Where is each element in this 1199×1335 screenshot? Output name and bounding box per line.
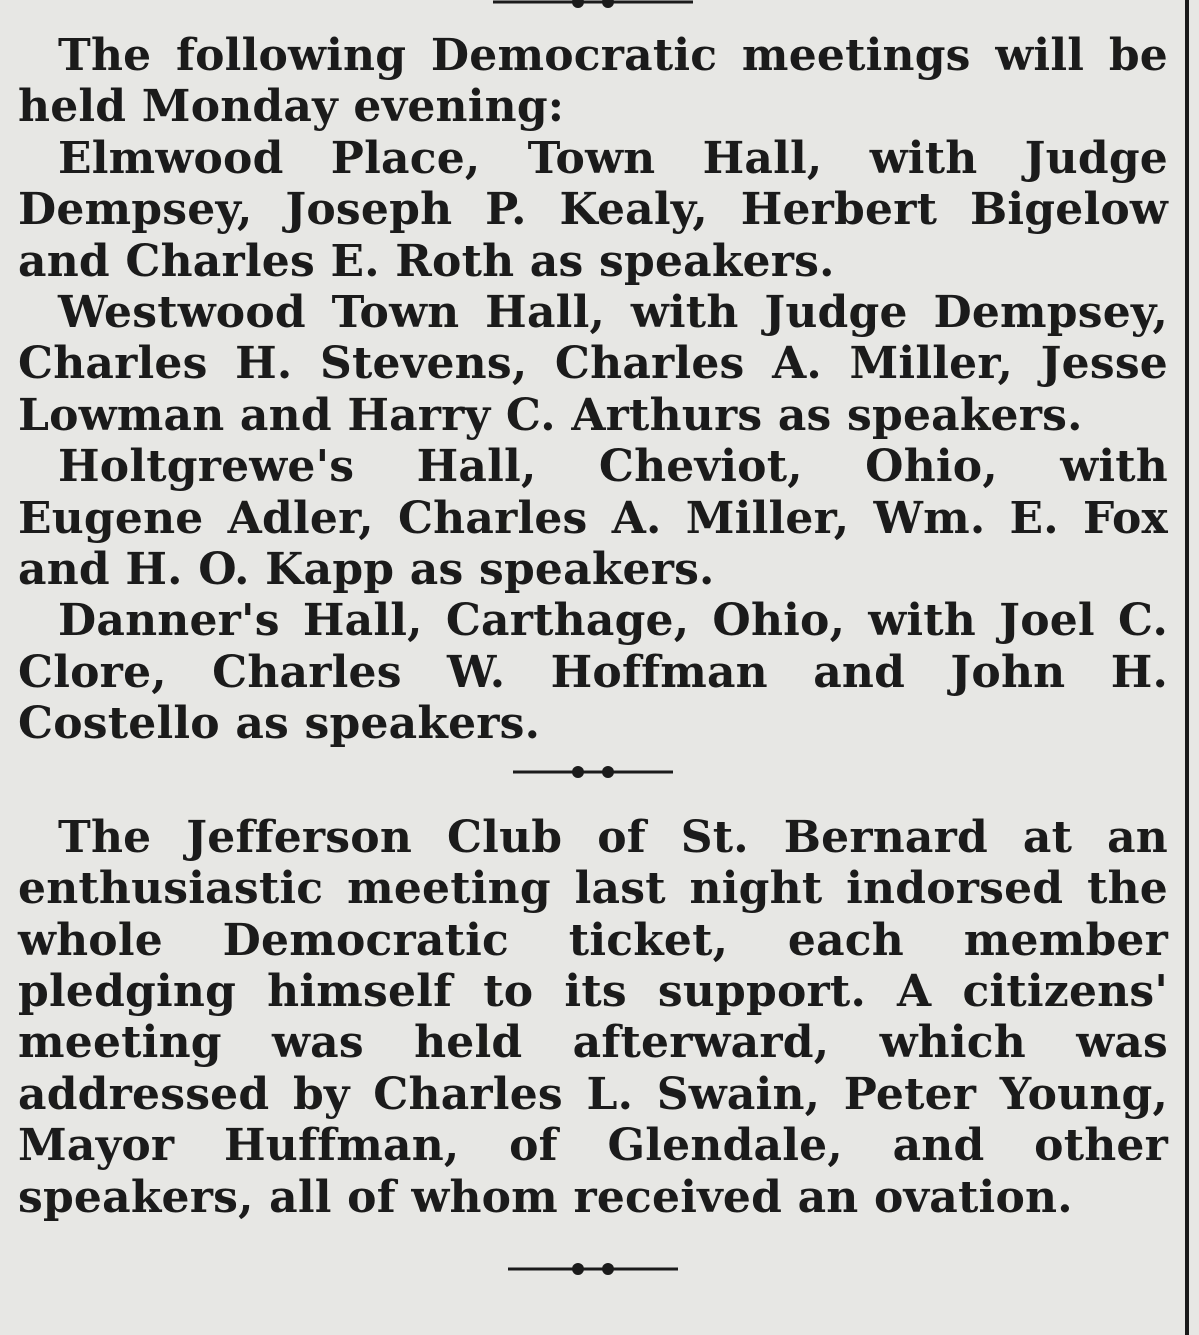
intro-paragraph: The following Democratic meetings will be held Monday evening:: [18, 30, 1168, 133]
article-column: [18, 0, 1168, 1283]
meeting-holtgrewe: Holtgrewe's Hall, Cheviot, Ohio, with Eugene Adler, Charles A. Miller, Wm. E. Fox and H. O. Kapp as speakers.: [18, 441, 1168, 596]
jefferson-club-paragraph: The Jefferson Club of St. Bernard at an enthusiastic meeting last night indorsed the whole Democratic ticket, each member pledging himself to its support. A citizens' meeting was held afterward, which was addressed by Charles L. Swain, Peter Young, Mayor Huffman, of Glendale, and other speakers, all of whom received an ovation.: [18, 811, 1168, 1223]
meeting-westwood: Westwood Town Hall, with Judge Dempsey, Charles H. Stevens, Charles A. Miller, Jesse Lowman and Harry C. Arthurs as speakers.: [18, 287, 1168, 441]
dash-dot-rule-icon: [493, 0, 693, 12]
dash-dot-rule-icon: [508, 1259, 678, 1279]
separator-top: [18, 0, 1168, 30]
separator-bottom: [18, 1223, 1168, 1283]
meeting-elmwood: Elmwood Place, Town Hall, with Judge Dempsey, Joseph P. Kealy, Herbert Bigelow and Charles E. Roth as speakers.: [18, 132, 1168, 287]
meeting-danner: Danner's Hall, Carthage, Ohio, with Joel C. Clore, Charles W. Hoffman and John H. Costello as speakers.: [18, 595, 1168, 750]
separator-middle: [18, 750, 1168, 812]
column-rule: [1185, 0, 1189, 1335]
dash-dot-rule-icon: [513, 762, 673, 782]
